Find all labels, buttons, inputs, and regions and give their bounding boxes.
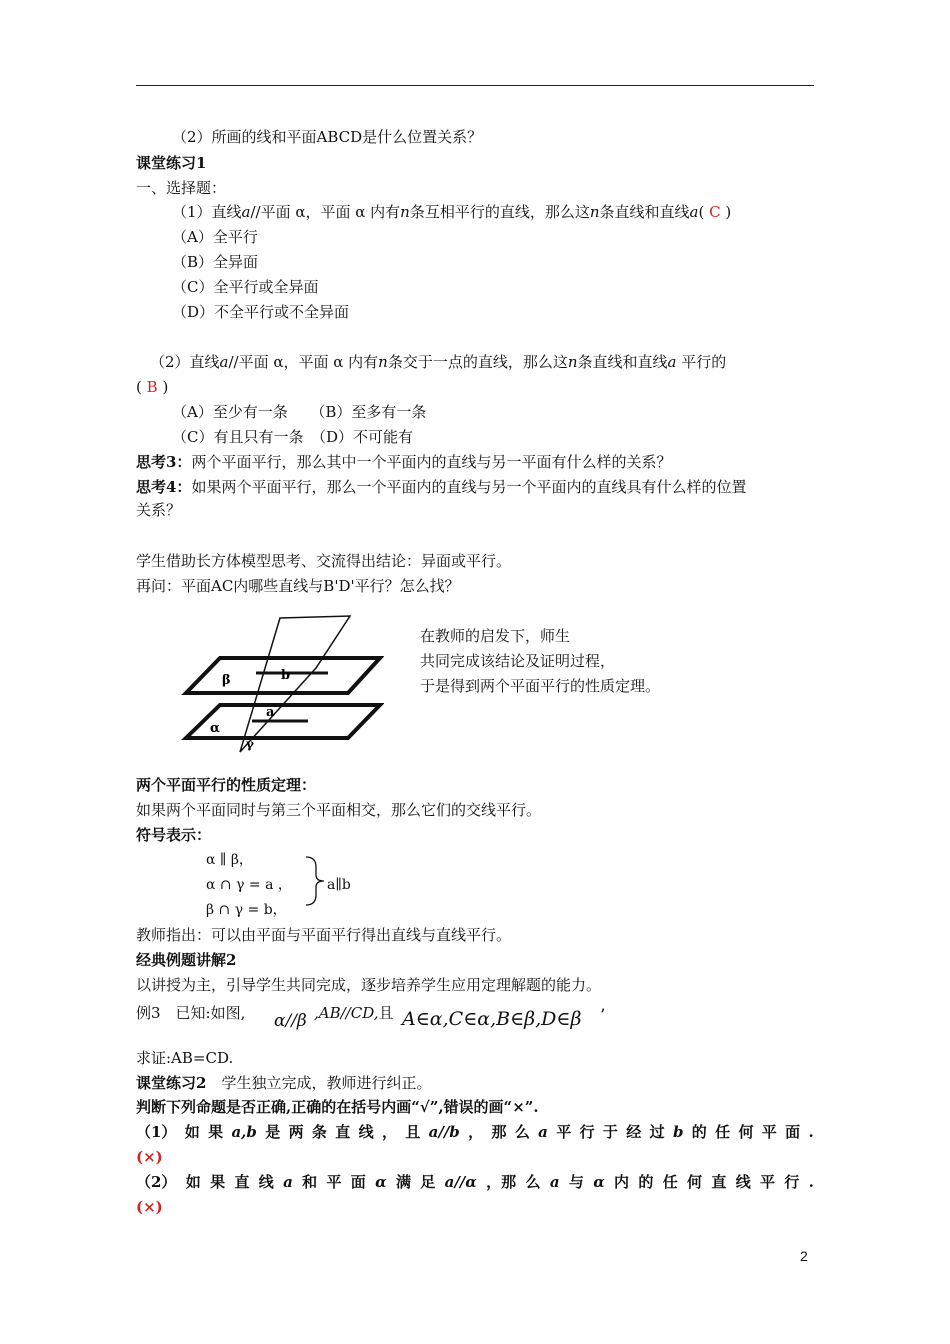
judge-token: 任 <box>662 1173 678 1191</box>
judge-token: 平 <box>760 1173 776 1191</box>
judge-token: . <box>808 1123 814 1141</box>
right-brace-icon <box>302 855 328 907</box>
option-b: （B）全异面 <box>172 253 259 271</box>
judge-token: 如 <box>184 1123 200 1141</box>
plane-gamma <box>240 616 350 752</box>
judge-token: 的 <box>638 1173 654 1191</box>
q2-options-row2: （C）有且只有一条 （D）不可能有 <box>172 428 414 446</box>
answer-c: C <box>709 203 721 221</box>
judge-token: 是 <box>265 1123 281 1141</box>
judge-token: 何 <box>738 1123 754 1141</box>
think4-cont: 关系？ <box>136 501 182 519</box>
judge-token: 平 <box>761 1123 777 1141</box>
judge-token: 平 <box>556 1123 572 1141</box>
label-gamma: γ <box>246 737 254 751</box>
judge-token: 平 <box>326 1173 342 1191</box>
symbol-line-3: β ∩ γ = b， <box>206 902 287 918</box>
judge-token: 的 <box>691 1123 707 1141</box>
judge-token: ，那 <box>486 1173 517 1191</box>
label-alpha: α <box>210 721 221 736</box>
judge-token: a <box>283 1173 293 1191</box>
judge-token: 么 <box>525 1173 541 1191</box>
example3-comma: ’ <box>600 1006 606 1026</box>
symbol-result: a∥b <box>327 877 351 893</box>
symbol-line-1: α ∥ β， <box>206 852 253 868</box>
conclusion: 学生借助长方体模型思考、交流得出结论：异面或平行。 <box>136 552 512 570</box>
judge-token: 那 <box>491 1123 507 1141</box>
judge-token: 于 <box>602 1123 618 1141</box>
example3-ab-cd: ,AB//CD,且 <box>314 1004 394 1022</box>
judge-token: 线 <box>258 1173 274 1191</box>
practice1-section: 一、选择题： <box>136 179 227 197</box>
judge-token: 么 <box>514 1123 530 1141</box>
judge-token: 面 <box>350 1173 366 1191</box>
header-rule <box>136 85 814 86</box>
prove-line: 求证:AB=CD. <box>136 1049 234 1067</box>
judge-token: α <box>375 1173 387 1191</box>
theorem-text: 如果两个平面同时与第三个平面相交，那么它们的交线平行。 <box>136 801 542 819</box>
judge-token: a <box>538 1123 548 1141</box>
judge-token: 任 <box>715 1123 731 1141</box>
judge-token: b <box>672 1123 684 1141</box>
judge-token: （1） <box>136 1123 177 1141</box>
judge-item-2 <box>136 1172 814 1192</box>
think3: 思考3：两个平面平行，那么其中一个平面内的直线与另一平面有什么样的关系？ <box>136 453 672 471</box>
judge-token: 内 <box>614 1173 630 1191</box>
theorem-heading: 两个平面平行的性质定理： <box>136 776 317 794</box>
q2-options-row1: （A）至少有一条 （B）至多有一条 <box>172 403 427 421</box>
judge-token: 与 <box>568 1173 584 1191</box>
judge-token: a <box>549 1173 560 1191</box>
teacher-note: 教师指出：可以由平面与平面平行得出直线与直线平行。 <box>136 926 512 944</box>
example3-label: 例3 已知:如图, <box>136 1004 246 1022</box>
judge-token: 和 <box>302 1173 318 1191</box>
judge-1-answer: (×) <box>136 1148 163 1166</box>
judge-token: 直 <box>711 1173 727 1191</box>
answer-b: B <box>146 378 158 396</box>
option-a: （A）全平行 <box>172 228 258 246</box>
mc-question-2-answer: ( B ) <box>136 378 169 396</box>
figure-side-text-3: 于是得到两个平面平行的性质定理。 <box>420 677 661 695</box>
judge-token: （2） <box>136 1173 177 1191</box>
practice1-heading: 课堂练习1 <box>136 154 207 172</box>
judge-token: . <box>808 1173 814 1191</box>
judge-token: a//α <box>444 1173 477 1191</box>
think4: 思考4：如果两个平面平行，那么一个平面内的直线与另一个平面内的直线具有什么样的位置 <box>136 478 747 496</box>
question-2-line: （2）所画的线和平面ABCD是什么位置关系？ <box>172 128 483 146</box>
judge-token: 果 <box>210 1173 226 1191</box>
judge-token: 果 <box>208 1123 224 1141</box>
judge-item-1 <box>136 1122 814 1142</box>
practice2-line: 课堂练习2 学生独立完成，教师进行纠正。 <box>136 1074 432 1092</box>
option-c: （C）全平行或全异面 <box>172 278 319 296</box>
example2-heading: 经典例题讲解2 <box>136 951 237 969</box>
judge-token: a,b <box>231 1123 257 1141</box>
judge-token: 过 <box>649 1123 665 1141</box>
judge-token: 条 <box>311 1123 327 1141</box>
judge-token: 行 <box>579 1123 595 1141</box>
judge-token: 面 <box>785 1123 801 1141</box>
example3-math1: α//β <box>274 1011 307 1031</box>
judge-token: ， <box>381 1123 397 1141</box>
judge-token: 直 <box>335 1123 351 1141</box>
judge-2-answer: (×) <box>136 1198 163 1216</box>
example3-math2: A∈α,C∈α,B∈β,D∈β <box>402 1008 582 1030</box>
label-a: a <box>266 705 275 720</box>
judge-token: 满 <box>395 1173 411 1191</box>
mc-question-2: （2）直线a//平面 α，平面 α 内有n条交于一点的直线，那么这n条直线和直线a 平行的 <box>150 353 727 371</box>
symbol-heading: 符号表示： <box>136 826 212 844</box>
page-number: 2 <box>800 1248 808 1264</box>
reask: 再问：平面AC内哪些直线与B'D'平行？怎么找？ <box>136 577 460 595</box>
judge-token: 何 <box>687 1173 703 1191</box>
judge-token: 如 <box>185 1173 201 1191</box>
example2-desc: 以讲授为主，引导学生共同完成，逐步培养学生应用定理解题的能力。 <box>136 976 602 994</box>
judge-token: ， <box>468 1123 484 1141</box>
judge-token: 且 <box>405 1123 421 1141</box>
figure-side-text-2: 共同完成该结论及证明过程， <box>420 652 616 670</box>
judge-intro: 判断下列命题是否正确,正确的在括号内画“√”,错误的画“×”. <box>136 1098 539 1116</box>
judge-token: 经 <box>626 1123 642 1141</box>
label-b: b <box>281 668 291 683</box>
judge-token: 线 <box>735 1173 751 1191</box>
mc-question-1: （1）直线a//平面 α，平面 α 内有n条互相平行的直线，那么这n条直线和直线a( C ) <box>172 203 732 221</box>
judge-token: α <box>593 1173 605 1191</box>
label-beta: β <box>222 673 231 688</box>
parallel-planes-figure <box>178 608 384 758</box>
figure-side-text-1: 在教师的启发下，师生 <box>420 627 571 645</box>
judge-token: 直 <box>234 1173 250 1191</box>
judge-token: a//b <box>428 1123 460 1141</box>
judge-token: 足 <box>420 1173 436 1191</box>
symbol-line-2: α ∩ γ = a ， <box>206 877 292 893</box>
judge-token: 行 <box>784 1173 800 1191</box>
judge-token: 两 <box>288 1123 304 1141</box>
option-d: （D）不全平行或不全异面 <box>172 303 350 321</box>
judge-token: 线 <box>358 1123 374 1141</box>
